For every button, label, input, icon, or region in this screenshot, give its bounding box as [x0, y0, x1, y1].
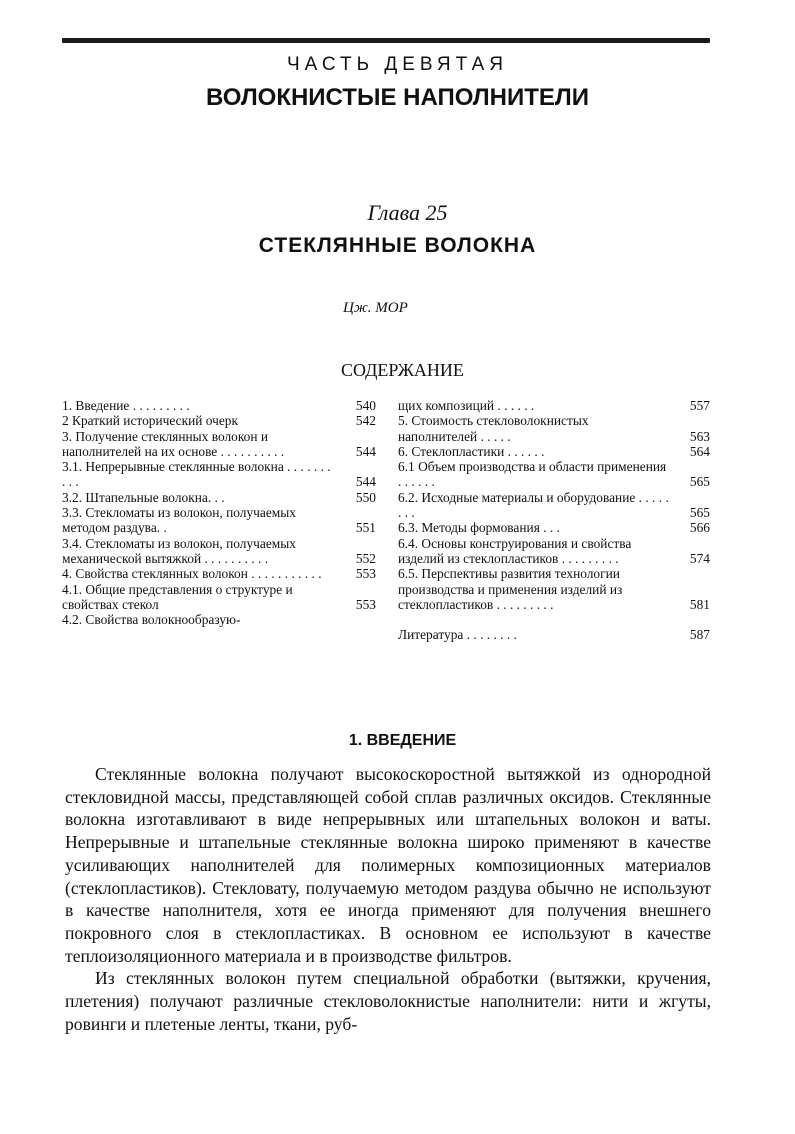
toc-entry-text: 3.1. Непрерывные стеклянные волокна . . . . . . . . . .: [62, 459, 331, 490]
part-label: ЧАСТЬ ДЕВЯТАЯ: [286, 54, 509, 75]
toc-entry-text: 3.3. Стекломаты из волокон, получаемых методом раздува. .: [62, 505, 296, 536]
toc-entry: [62, 566, 376, 581]
toc-spacer: [398, 612, 710, 627]
toc-entry: [398, 536, 710, 567]
toc-entry-text: 6.4. Основы конструирования и свойства изделий из стеклопластиков . . . . . . . . .: [398, 535, 632, 566]
toc-entry-text: 3. Получение стеклянных волокон и наполнителей на их основе . . . . . . . . . .: [62, 428, 285, 459]
paragraph: Из стеклянных волокон путем специальной обработки (вытяжки, кручения, плетения) получают различные стекловолокнистые наполнители: нити и жгуты, ровинги и плетеные ленты, ткани, руб-: [65, 968, 711, 1034]
toc-entry: [62, 429, 376, 460]
toc-entry-page: 544: [355, 443, 376, 459]
section-heading: 1. ВВЕДЕНИЕ: [348, 732, 457, 749]
toc-entry-page: 551: [355, 520, 376, 536]
toc-entry-page: 542: [355, 413, 376, 429]
toc-entry-text: 4.2. Свойства волокнообразую-: [62, 612, 241, 628]
toc-entry: [62, 398, 376, 413]
toc-entry-page: 565: [689, 505, 710, 521]
toc-entry-page: 566: [689, 520, 710, 536]
toc-entry-page: 550: [355, 489, 376, 505]
toc-entry: [398, 413, 710, 444]
chapter-title: СТЕКЛЯННЫЕ ВОЛОКНА: [258, 234, 537, 257]
chapter-label: Глава 25: [367, 200, 448, 225]
toc-entry-text: 6.5. Перспективы развития технологии производства и применения изделий из стеклопластиков . . . . . . . . .: [398, 566, 623, 612]
top-rule: [62, 38, 710, 43]
toc-entry-page: 565: [689, 474, 710, 490]
toc-entry: [62, 413, 376, 428]
toc-entry: [398, 398, 710, 413]
toc-entry-page: 544: [355, 474, 376, 490]
toc-heading: СОДЕРЖАНИЕ: [341, 360, 464, 380]
toc-entry-page: 581: [689, 596, 710, 612]
toc-entry-page: 540: [355, 398, 376, 413]
toc-entry-text: 6. Стеклопластики . . . . . .: [398, 443, 545, 459]
toc-entry-text: 6.2. Исходные материалы и оборудование . . . . . . . .: [398, 489, 669, 521]
toc-entry: [398, 627, 710, 642]
toc-entry-text: 6.1 Объем производства и области применения . . . . . .: [398, 459, 667, 490]
toc-entry: [62, 582, 376, 613]
toc-entry: [398, 520, 710, 535]
part-title: ВОЛОКНИСТЫЕ НАПОЛНИТЕЛИ: [206, 84, 589, 111]
toc-entry-page: 553: [355, 566, 376, 582]
toc-entry-text: 3.4. Стекломаты из волокон, получаемых механической вытяжкой . . . . . . . . . .: [62, 535, 296, 566]
toc-entry-text: 4. Свойства стеклянных волокон . . . . . . . . . . .: [62, 566, 322, 582]
toc-left-column: [62, 398, 376, 627]
toc-entry-page: 587: [689, 627, 710, 643]
toc-entry: [62, 459, 376, 490]
toc-entry-page: 552: [355, 550, 376, 566]
toc-entry-text: 4.1. Общие представления о структуре и свойствах стекол: [62, 581, 293, 612]
toc-entry-text: щих композиций . . . . . .: [398, 398, 535, 413]
toc-entry-page: 553: [355, 596, 376, 612]
toc-entry: [398, 490, 710, 521]
toc-entry-text: 1. Введение . . . . . . . . .: [62, 398, 190, 413]
body-text: [65, 763, 711, 1035]
toc-entry-page: 563: [689, 428, 710, 444]
toc-entry-text: 2 Краткий исторический очерк: [62, 413, 239, 429]
toc-right-column: [398, 398, 710, 643]
toc-entry-text: Литература . . . . . . . .: [398, 627, 517, 643]
paragraph: Стеклянные волокна получают высокоскоростной вытяжкой из однородной стекловидной массы, представляющей собой сплав различных оксидов. Стеклянные волокна изготавливают в виде непрерывных или штапельных волокон и ваты. Непрерывные и штапельные стеклянные волокна широко применяют в качестве усиливающих наполнителей для полимерных композиционных материалов (стеклопластиков). Стекловату, получаемую методом раздува обычно не используют в качестве наполнителя, хотя ее иногда применяют для получения внешнего покровного слоя в стеклопластиках. В основном ее используют в качестве теплоизоляционного материала и в производстве фильтров.: [65, 764, 711, 966]
toc-entry: [62, 536, 376, 567]
toc-entry-text: 5. Стоимость стекловолокнистых наполнителей . . . . .: [398, 413, 589, 444]
toc-entry-text: 3.2. Штапельные волокна. . .: [62, 489, 225, 505]
toc-entry: [62, 490, 376, 505]
toc-entry: [398, 444, 710, 459]
toc-entry-page: 574: [689, 550, 710, 566]
toc-entry-page: 564: [689, 443, 710, 459]
toc-entry: [62, 612, 376, 627]
toc-entry: [62, 505, 376, 536]
toc-entry-page: 557: [689, 398, 710, 413]
toc-entry: [398, 459, 710, 490]
chapter-author: Цж. МОР: [343, 300, 408, 316]
toc-entry-text: 6.3. Методы формования . . .: [398, 520, 560, 536]
toc-entry: [398, 566, 710, 612]
